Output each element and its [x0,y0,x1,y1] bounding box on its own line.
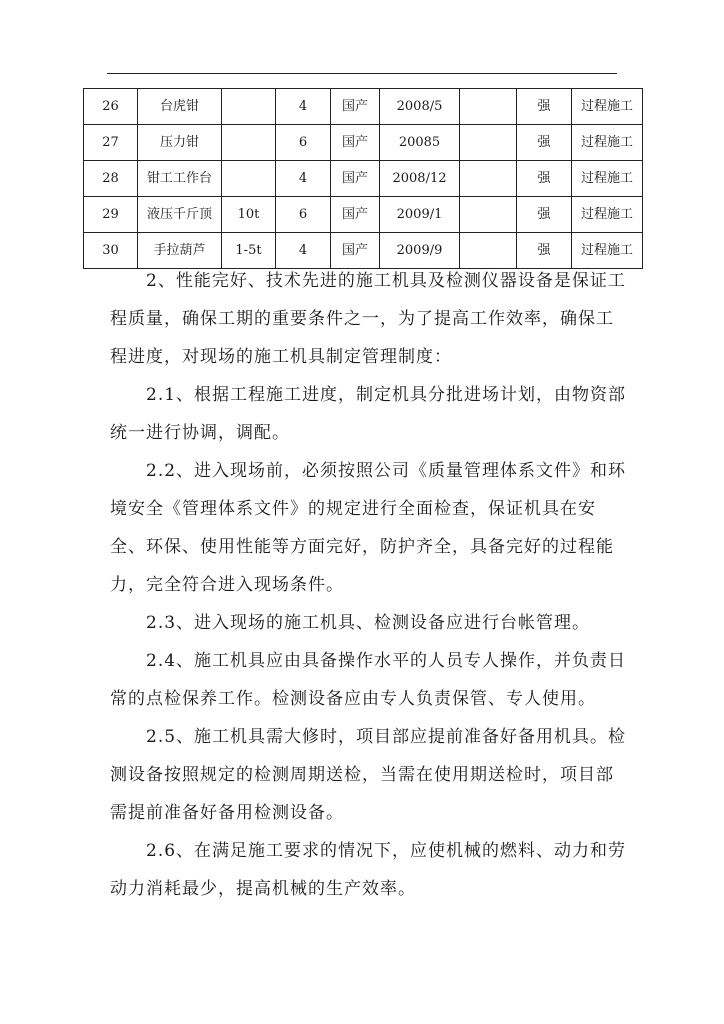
cell-name: 液压千斤顶 [138,197,222,233]
cell-date: 2008/12 [380,161,460,197]
cell-status: 强 [517,233,572,269]
cell-status: 强 [517,89,572,125]
table-row [84,161,643,197]
table-row [84,197,643,233]
cell-spec [222,161,276,197]
cell-usage: 过程施工 [572,233,643,269]
cell-name: 手拉葫芦 [138,233,222,269]
cell-blank [460,125,517,161]
cell-usage: 过程施工 [572,125,643,161]
cell-name: 台虎钳 [138,89,222,125]
cell-qty: 4 [276,89,331,125]
cell-qty: 6 [276,197,331,233]
paragraph-2-1: 2.1、根据工程施工进度，制定机具分批进场计划，由物资部统一进行协调，调配。 [110,385,627,443]
cell-date: 2009/1 [380,197,460,233]
cell-no: 30 [84,233,138,269]
paragraph-2-3: 2.3、进入现场的施工机具、检测设备应进行台帐管理。 [146,613,591,633]
paragraph-2-6: 2.6、在满足施工要求的情况下，应使机械的燃料、动力和劳动力消耗最少，提高机械的生产效率。 [110,841,627,899]
cell-qty: 4 [276,161,331,197]
cell-origin: 国产 [331,233,380,269]
cell-no: 27 [84,125,138,161]
paragraph-2: 2、性能完好、技术先进的施工机具及检测仪器设备是保证工程质量，确保工期的重要条件之一，为了提高工作效率，确保工程进度，对现场的施工机具制定管理制度： [110,271,626,367]
cell-spec: 10t [222,197,276,233]
cell-name: 压力钳 [138,125,222,161]
cell-name: 钳工工作台 [138,161,222,197]
table-row [84,89,643,125]
cell-origin: 国产 [331,197,380,233]
cell-qty: 4 [276,233,331,269]
cell-qty: 6 [276,125,331,161]
cell-origin: 国产 [331,161,380,197]
tools-table [83,88,643,269]
cell-date: 2008/5 [380,89,460,125]
cell-date: 2009/9 [380,233,460,269]
cell-status: 强 [517,161,572,197]
cell-spec [222,125,276,161]
paragraph-2-4: 2.4、施工机具应由具备操作水平的人员专人操作，并负责日常的点检保养工作。检测设备应由专人负责保管、专人使用。 [110,651,627,709]
cell-status: 强 [517,197,572,233]
header-rule [107,73,617,74]
cell-usage: 过程施工 [572,197,643,233]
paragraph-2-2: 2.2、进入现场前，必须按照公司《质量管理体系文件》和环境安全《管理体系文件》的规定进行全面检查，保证机具在安全、环保、使用性能等方面完好，防护齐全，具备完好的过程能力，完全符合进入现场条件。 [110,461,627,595]
cell-origin: 国产 [331,125,380,161]
cell-no: 26 [84,89,138,125]
cell-blank [460,89,517,125]
cell-usage: 过程施工 [572,89,643,125]
cell-blank [460,161,517,197]
body-text [110,262,630,908]
cell-spec [222,89,276,125]
table-row [84,125,643,161]
cell-blank [460,197,517,233]
cell-spec: 1-5t [222,233,276,269]
cell-origin: 国产 [331,89,380,125]
cell-status: 强 [517,125,572,161]
cell-date: 20085 [380,125,460,161]
cell-no: 28 [84,161,138,197]
paragraph-2-5: 2.5、施工机具需大修时，项目部应提前准备好备用机具。检测设备按照规定的检测周期送检，当需在使用期送检时，项目部需提前准备好备用检测设备。 [110,727,627,823]
cell-usage: 过程施工 [572,161,643,197]
cell-no: 29 [84,197,138,233]
